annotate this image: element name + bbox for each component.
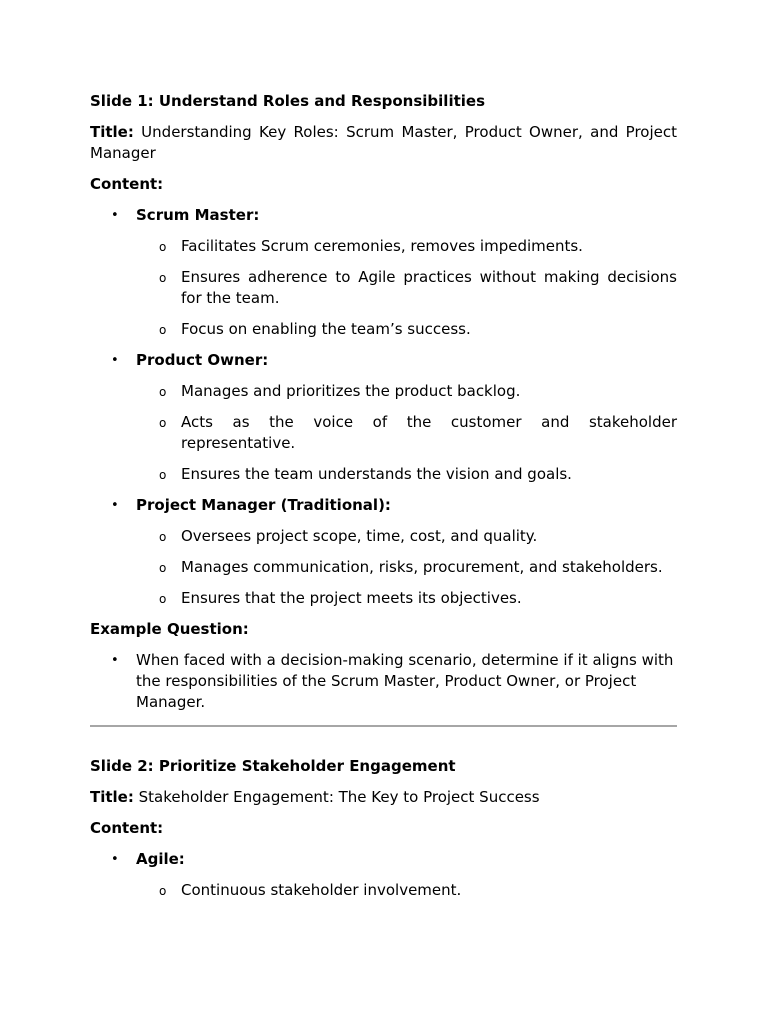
circle-bullet-icon: o xyxy=(159,592,167,606)
approach-label-agile: Agile: xyxy=(136,850,185,868)
slide2-title-text: Stakeholder Engagement: The Key to Project Success xyxy=(133,788,540,806)
circle-bullet-icon: o xyxy=(159,468,167,482)
sublist-item xyxy=(136,464,677,485)
slide2-approach-list xyxy=(90,849,677,901)
sublist-item-text: Acts as the voice of the customer and stakeholder representative. xyxy=(181,413,677,452)
circle-bullet-icon: o xyxy=(159,530,167,544)
sublist-item xyxy=(136,319,677,340)
slide1-example-list xyxy=(90,650,677,713)
sublist-item-text: Oversees project scope, time, cost, and quality. xyxy=(181,527,538,545)
circle-bullet-icon: o xyxy=(159,385,167,399)
bullet-icon: • xyxy=(111,498,119,513)
document-body xyxy=(90,91,677,911)
slide1-title-label: Title: xyxy=(90,123,134,141)
sublist-item-text: Manages and prioritizes the product backlog. xyxy=(181,382,521,400)
sublist xyxy=(136,526,677,609)
sublist-item xyxy=(136,412,677,454)
list-item xyxy=(90,495,677,609)
circle-bullet-icon: o xyxy=(159,416,167,430)
sublist-item-text: Ensures adherence to Agile practices without making decisions for the team. xyxy=(181,268,677,307)
sublist-item-text: Ensures the team understands the vision and goals. xyxy=(181,465,572,483)
list-item xyxy=(90,849,677,901)
slide2-title-label: Title: xyxy=(90,788,134,806)
bullet-icon: • xyxy=(111,353,119,368)
list-item xyxy=(90,205,677,340)
sublist-item-text: Focus on enabling the team’s success. xyxy=(181,320,471,338)
sublist-item xyxy=(136,880,677,901)
sublist-item xyxy=(136,557,677,578)
sublist-item xyxy=(136,381,677,402)
sublist-item xyxy=(136,588,677,609)
bullet-icon: • xyxy=(111,653,119,668)
sublist-item xyxy=(136,526,677,547)
section-divider xyxy=(90,725,677,727)
sublist xyxy=(136,381,677,485)
circle-bullet-icon: o xyxy=(159,884,167,898)
sublist-item xyxy=(136,267,677,309)
bullet-icon: • xyxy=(111,852,119,867)
sublist-item-text: Facilitates Scrum ceremonies, removes impediments. xyxy=(181,237,583,255)
role-label-project-manager: Project Manager (Traditional): xyxy=(136,496,391,514)
slide2-title-line xyxy=(90,787,677,808)
role-label-scrum-master: Scrum Master: xyxy=(136,206,260,224)
slide1-content-label: Content: xyxy=(90,175,164,193)
role-label-product-owner: Product Owner: xyxy=(136,351,269,369)
circle-bullet-icon: o xyxy=(159,240,167,254)
sublist xyxy=(136,236,677,340)
slide1-role-list xyxy=(90,205,677,609)
slide2-heading: Slide 2: Prioritize Stakeholder Engagement xyxy=(90,757,456,775)
sublist-item-text: Ensures that the project meets its objectives. xyxy=(181,589,522,607)
slide1-example-label: Example Question: xyxy=(90,620,249,638)
sublist xyxy=(136,880,677,901)
bullet-icon: • xyxy=(111,208,119,223)
circle-bullet-icon: o xyxy=(159,561,167,575)
sublist-item-text: Manages communication, risks, procurement, and stakeholders. xyxy=(181,558,663,576)
slide1-heading: Slide 1: Understand Roles and Responsibilities xyxy=(90,92,486,110)
circle-bullet-icon: o xyxy=(159,323,167,337)
list-item xyxy=(90,650,677,713)
list-item xyxy=(90,350,677,485)
sublist-item xyxy=(136,236,677,257)
example-question-text: When faced with a decision-making scenario, determine if it aligns with the responsibilities of the Scrum Master, Product Owner, or Project Manager. xyxy=(136,651,674,711)
slide1-title-text: Understanding Key Roles: Scrum Master, Product Owner, and Project Manager xyxy=(90,123,677,162)
slide1-title-line xyxy=(90,122,677,164)
sublist-item-text: Continuous stakeholder involvement. xyxy=(181,881,462,899)
slide2-content-label: Content: xyxy=(90,819,164,837)
circle-bullet-icon: o xyxy=(159,271,167,285)
